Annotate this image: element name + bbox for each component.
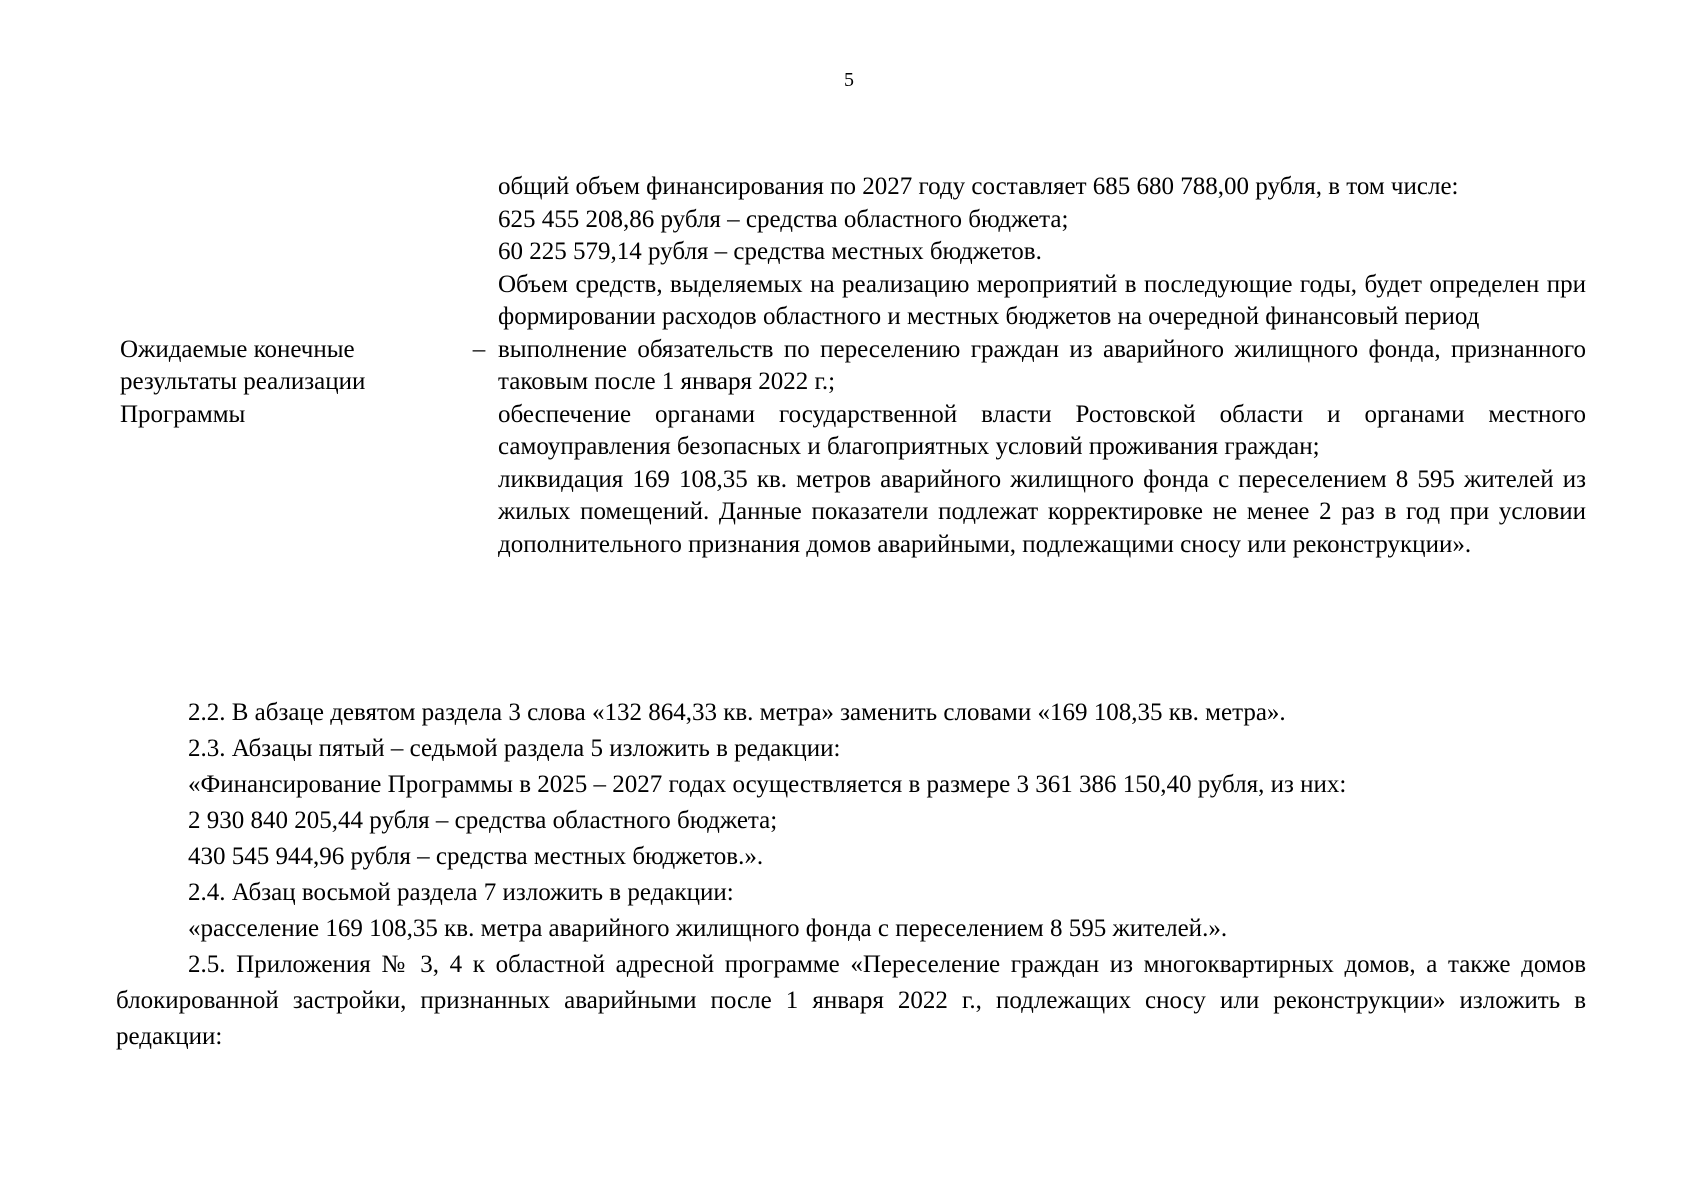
page-number: 5 (844, 69, 854, 91)
quote-local-budget: 430 545 944,96 рубля – средства местных бюджетов.». (188, 843, 764, 870)
financing-text (498, 171, 1586, 334)
quote-resettlement: «расселение 169 108,35 кв. метра аварийного жилищного фонда с переселением 8 595 жителей.». (188, 915, 1228, 942)
paragraph-2-5: 2.5. Приложения № 3, 4 к областной адресной программе «Переселение граждан из многоквартирных домов, а также домов блокированной застройки, признанных аварийными после 1 января 2022 г., подлежащих сносу или реконструкции» изложить в редакции: (116, 951, 1586, 1050)
quote-regional-budget: 2 930 840 205,44 рубля – средства областного бюджета; (188, 807, 778, 834)
results-row (120, 334, 1586, 562)
quote-financing: «Финансирование Программы в 2025 – 2027 годах осуществляется в размере 3 361 386 150,40 рубля, из них: (188, 771, 1347, 798)
paragraph-2-4: 2.4. Абзац восьмой раздела 7 изложить в редакции: (188, 879, 734, 906)
result-item: обеспечение органами государственной власти Ростовской области и органами местного самоуправления безопасных и благоприятных условий проживания граждан; (498, 400, 1586, 460)
financing-regional: 625 455 208,86 рубля – средства областного бюджета; (498, 205, 1069, 233)
financing-future-note: Объем средств, выделяемых на реализацию мероприятий в последующие годы, будет определен при формировании расходов областного и местных бюджетов на очередной финансовый период (498, 270, 1586, 330)
financing-local: 60 225 579,14 рубля – средства местных бюджетов. (498, 238, 1042, 265)
results-dash: – (472, 335, 486, 363)
result-item: ликвидация 169 108,35 кв. метров аварийного жилищного фонда с переселением 8 595 жителей из жилых помещений. Данные показатели подлежат корректировке не менее 2 раз в год при условии дополнительного признания домов аварийными, подлежащими сносу или реконструкции». (498, 465, 1586, 558)
financing-total: общий объем финансирования по 2027 году составляет 685 680 788,00 рубля, в том числе: (498, 173, 1459, 200)
paragraph-2-2: 2.2. В абзаце девятом раздела 3 слова «132 864,33 кв. метра» заменить словами «169 108,35 кв. метра». (188, 699, 1286, 726)
financing-row (120, 171, 1586, 334)
amendment-paragraphs (116, 695, 1586, 1055)
result-item: выполнение обязательств по переселению граждан из аварийного жилищного фонда, признанного таковым после 1 января 2022 г.; (498, 335, 1586, 395)
results-label: Ожидаемые конечные результаты реализации Программы (120, 335, 366, 428)
results-text (498, 334, 1586, 562)
paragraph-2-3: 2.3. Абзацы пятый – седьмой раздела 5 изложить в редакции: (188, 735, 841, 762)
program-passport-fragment (120, 171, 1586, 561)
